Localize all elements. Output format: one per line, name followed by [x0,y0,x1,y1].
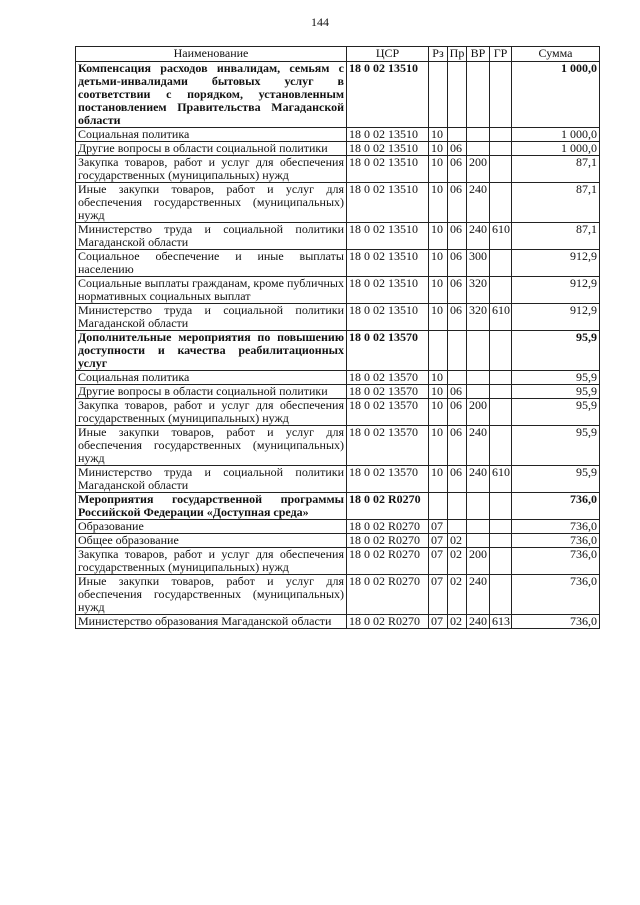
cell-vr [467,493,490,520]
cell-vr [467,534,490,548]
cell-rz [429,493,448,520]
cell-sum: 1 000,0 [512,142,600,156]
cell-vr: 240 [467,426,490,466]
cell-gr: 610 [490,466,512,493]
cell-vr [467,520,490,534]
cell-csr: 18 0 02 13510 [347,128,429,142]
cell-name [76,426,347,466]
cell-csr: 18 0 02 13510 [347,277,429,304]
cell-rz: 07 [429,534,448,548]
row-name-text: Дополнительные мероприятия по повышению доступности и качества реабилитационных услуг [78,330,344,370]
header-sum: Сумма [512,47,600,62]
cell-csr: 18 0 02 13510 [347,250,429,277]
cell-csr: 18 0 02 13510 [347,62,429,128]
cell-gr [490,426,512,466]
cell-name [76,371,347,385]
cell-pr: 06 [448,277,467,304]
cell-rz: 10 [429,426,448,466]
budget-table [75,46,600,629]
header-vr: ВР [467,47,490,62]
cell-pr: 06 [448,183,467,223]
cell-sum: 912,9 [512,277,600,304]
table-row [76,534,600,548]
cell-pr: 06 [448,142,467,156]
cell-gr [490,183,512,223]
cell-pr: 06 [448,399,467,426]
cell-gr [490,385,512,399]
cell-csr: 18 0 02 13570 [347,385,429,399]
cell-gr [490,250,512,277]
row-name-text: Другие вопросы в области социальной политики [78,384,328,398]
table-row [76,399,600,426]
cell-pr [448,520,467,534]
cell-name [76,399,347,426]
cell-pr [448,371,467,385]
cell-pr: 06 [448,385,467,399]
cell-sum: 95,9 [512,426,600,466]
cell-sum: 95,9 [512,399,600,426]
row-name-text: Социальные выплаты гражданам, кроме публичных нормативных социальных выплат [78,276,344,303]
cell-name [76,183,347,223]
table-row [76,183,600,223]
cell-name [76,534,347,548]
cell-pr: 06 [448,304,467,331]
cell-rz: 10 [429,466,448,493]
cell-sum: 95,9 [512,385,600,399]
cell-gr [490,493,512,520]
cell-csr: 18 0 02 R0270 [347,615,429,629]
row-name-text: Мероприятия государственной программы Российской Федерации «Доступная среда» [78,492,344,519]
row-name-text: Министерство труда и социальной политики Магаданской области [78,465,344,492]
header-csr: ЦСР [347,47,429,62]
page-number: 144 [311,15,329,29]
cell-vr [467,142,490,156]
cell-sum: 736,0 [512,534,600,548]
cell-pr: 06 [448,250,467,277]
row-name-text: Социальная политика [78,370,190,384]
cell-pr [448,493,467,520]
cell-rz: 10 [429,385,448,399]
cell-rz [429,62,448,128]
cell-csr: 18 0 02 R0270 [347,534,429,548]
cell-sum: 736,0 [512,575,600,615]
cell-name [76,250,347,277]
cell-pr: 06 [448,466,467,493]
cell-sum: 95,9 [512,466,600,493]
cell-name [76,548,347,575]
cell-rz: 10 [429,371,448,385]
cell-name [76,156,347,183]
cell-pr: 02 [448,615,467,629]
cell-pr [448,62,467,128]
cell-sum: 87,1 [512,183,600,223]
cell-rz: 07 [429,575,448,615]
cell-rz: 10 [429,277,448,304]
cell-rz: 10 [429,142,448,156]
cell-csr: 18 0 02 13570 [347,331,429,371]
cell-vr: 240 [467,575,490,615]
table-row [76,128,600,142]
table-row [76,142,600,156]
cell-vr: 300 [467,250,490,277]
cell-sum: 87,1 [512,223,600,250]
cell-gr [490,142,512,156]
row-name-text: Иные закупки товаров, работ и услуг для обеспечения государственных (муниципальных) нужд [78,574,344,614]
cell-csr: 18 0 02 13570 [347,426,429,466]
cell-name [76,385,347,399]
cell-gr [490,277,512,304]
table-row [76,156,600,183]
header-rz: Рз [429,47,448,62]
cell-pr: 06 [448,156,467,183]
cell-csr: 18 0 02 13510 [347,183,429,223]
cell-name [76,142,347,156]
cell-vr: 200 [467,548,490,575]
cell-sum: 87,1 [512,156,600,183]
cell-gr [490,371,512,385]
cell-rz: 07 [429,615,448,629]
cell-sum: 736,0 [512,615,600,629]
cell-vr [467,385,490,399]
cell-rz [429,331,448,371]
cell-sum: 1 000,0 [512,62,600,128]
table-row [76,385,600,399]
table-row [76,277,600,304]
cell-name [76,466,347,493]
cell-gr [490,534,512,548]
cell-sum: 736,0 [512,548,600,575]
cell-vr: 240 [467,223,490,250]
header-gr: ГР [490,47,512,62]
cell-gr [490,331,512,371]
cell-vr [467,62,490,128]
cell-gr [490,128,512,142]
row-name-text: Другие вопросы в области социальной политики [78,141,328,155]
table-row [76,304,600,331]
cell-vr: 240 [467,615,490,629]
table-row [76,548,600,575]
cell-sum: 95,9 [512,331,600,371]
table-row [76,615,600,629]
row-name-text: Общее образование [78,533,179,547]
cell-csr: 18 0 02 R0270 [347,520,429,534]
cell-pr: 02 [448,575,467,615]
cell-name [76,304,347,331]
cell-name [76,277,347,304]
cell-sum: 912,9 [512,250,600,277]
cell-gr [490,156,512,183]
row-name-text: Закупка товаров, работ и услуг для обеспечения государственных (муниципальных) нужд [78,155,344,182]
table-row [76,493,600,520]
cell-vr: 320 [467,304,490,331]
cell-name [76,128,347,142]
cell-sum: 736,0 [512,520,600,534]
cell-vr: 320 [467,277,490,304]
cell-pr: 06 [448,223,467,250]
cell-name [76,520,347,534]
cell-vr: 240 [467,183,490,223]
cell-csr: 18 0 02 13510 [347,142,429,156]
cell-csr: 18 0 02 R0270 [347,575,429,615]
cell-rz: 07 [429,548,448,575]
cell-vr [467,128,490,142]
row-name-text: Иные закупки товаров, работ и услуг для обеспечения государственных (муниципальных) нужд [78,425,344,465]
row-name-text: Компенсация расходов инвалидам, семьям с детьми-инвалидами бытовых услуг в соответствии с порядком, установленным постановлением Правительства Магаданской области [78,61,344,127]
row-name-text: Социальное обеспечение и иные выплаты населению [78,249,344,276]
cell-csr: 18 0 02 13510 [347,223,429,250]
cell-rz: 10 [429,223,448,250]
cell-csr: 18 0 02 13570 [347,466,429,493]
cell-name [76,223,347,250]
cell-sum: 736,0 [512,493,600,520]
cell-vr [467,331,490,371]
header-pr: Пр [448,47,467,62]
row-name-text: Министерство труда и социальной политики Магаданской области [78,303,344,330]
cell-gr: 610 [490,304,512,331]
row-name-text: Иные закупки товаров, работ и услуг для обеспечения государственных (муниципальных) нужд [78,182,344,222]
cell-gr [490,399,512,426]
cell-rz: 10 [429,399,448,426]
cell-rz: 10 [429,183,448,223]
cell-name [76,575,347,615]
cell-sum: 912,9 [512,304,600,331]
row-name-text: Закупка товаров, работ и услуг для обеспечения государственных (муниципальных) нужд [78,398,344,425]
cell-gr [490,62,512,128]
row-name-text: Министерство труда и социальной политики Магаданской области [78,222,344,249]
table-row [76,426,600,466]
cell-csr: 18 0 02 13510 [347,156,429,183]
cell-gr [490,548,512,575]
table-row [76,331,600,371]
cell-csr: 18 0 02 R0270 [347,548,429,575]
cell-vr: 200 [467,399,490,426]
row-name-text: Образование [78,519,144,533]
row-name-text: Социальная политика [78,127,190,141]
cell-vr: 200 [467,156,490,183]
cell-name [76,331,347,371]
table-row [76,250,600,277]
cell-pr [448,331,467,371]
table-row [76,223,600,250]
cell-gr [490,575,512,615]
cell-sum: 95,9 [512,371,600,385]
cell-csr: 18 0 02 13570 [347,399,429,426]
cell-gr [490,520,512,534]
table-row [76,520,600,534]
table-row [76,62,600,128]
cell-csr: 18 0 02 R0270 [347,493,429,520]
row-name-text: Министерство образования Магаданской области [78,614,332,628]
cell-pr: 02 [448,534,467,548]
cell-rz: 07 [429,520,448,534]
cell-gr: 613 [490,615,512,629]
cell-pr [448,128,467,142]
cell-rz: 10 [429,250,448,277]
cell-rz: 10 [429,156,448,183]
cell-gr: 610 [490,223,512,250]
cell-name [76,615,347,629]
cell-rz: 10 [429,304,448,331]
cell-vr: 240 [467,466,490,493]
cell-vr [467,371,490,385]
cell-rz: 10 [429,128,448,142]
table-row [76,371,600,385]
cell-csr: 18 0 02 13570 [347,371,429,385]
cell-pr: 02 [448,548,467,575]
header-name: Наименование [76,47,347,62]
cell-csr: 18 0 02 13510 [347,304,429,331]
row-name-text: Закупка товаров, работ и услуг для обеспечения государственных (муниципальных) нужд [78,547,344,574]
table-header-row [76,47,600,62]
table-row [76,466,600,493]
cell-sum: 1 000,0 [512,128,600,142]
table-row [76,575,600,615]
cell-name [76,62,347,128]
cell-name [76,493,347,520]
cell-pr: 06 [448,426,467,466]
